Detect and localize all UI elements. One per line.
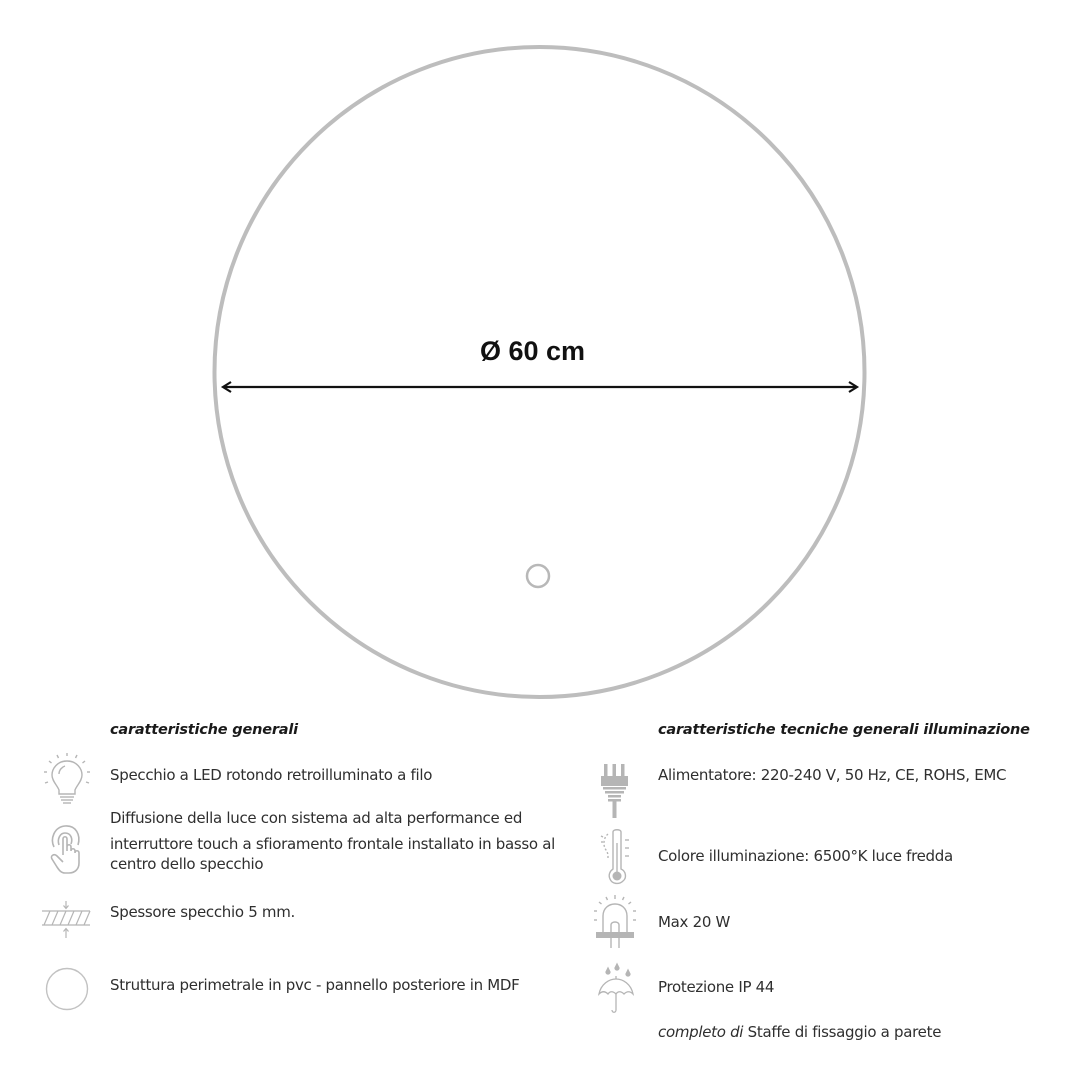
footer-italic: completo di (658, 1023, 744, 1041)
diameter-label: Ø 60 cm (479, 336, 586, 366)
general-item-structure: Struttura perimetrale in pvc - pannello posteriore in MDF (110, 976, 520, 994)
tech-item-power: Alimentatore: 220-240 V, 50 Hz, CE, ROHS, EMC (658, 766, 1007, 784)
circle-frame-icon (44, 966, 90, 1012)
thickness-icon (40, 898, 92, 942)
touch-line-2: interruttore touch a sfioramento frontale installato in basso al (110, 835, 556, 853)
general-heading: caratteristiche generali (110, 722, 298, 738)
lightbulb-icon (42, 752, 92, 808)
touch-button-marker (527, 565, 549, 587)
general-item-touch (110, 806, 555, 876)
touch-line-3: centro dello specchio (110, 855, 264, 873)
touch-finger-icon (46, 823, 86, 875)
tech-footer-mounting (658, 1020, 941, 1044)
touch-line-1: Diffusione della luce con sistema ad alta performance ed (110, 809, 523, 827)
umbrella-rain-icon (595, 962, 639, 1016)
tech-item-color: Colore illuminazione: 6500°K luce fredda (658, 847, 953, 865)
general-item-led: Specchio a LED rotondo retroilluminato a filo (110, 766, 433, 784)
technical-heading: caratteristiche tecniche generali illuminazione (658, 722, 1030, 738)
general-item-thickness: Spessore specchio 5 mm. (110, 903, 295, 921)
thermometer-icon (598, 828, 634, 886)
tech-item-power-max: Max 20 W (658, 913, 731, 931)
plug-icon (600, 764, 630, 820)
tech-item-ip: Protezione IP 44 (658, 978, 775, 996)
footer-text: Staffe di fissaggio a parete (743, 1023, 942, 1041)
led-icon (592, 894, 638, 950)
